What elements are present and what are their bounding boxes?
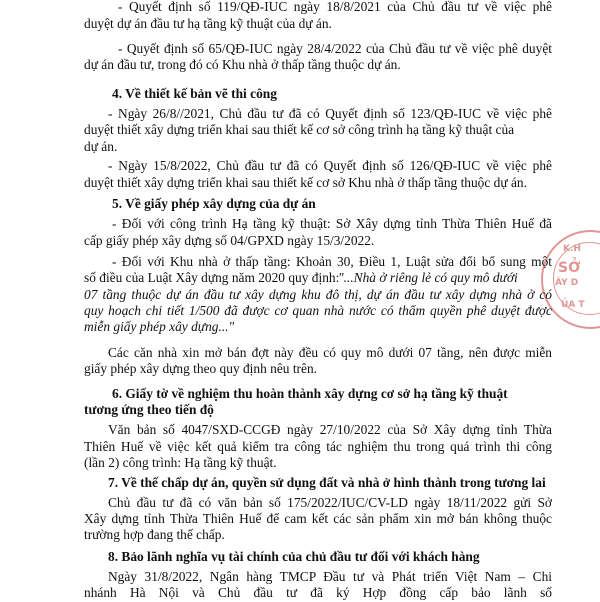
paragraph-line: cấp giấy phép xây dựng số 04/GPXD ngày 15/3/2022. (84, 233, 375, 248)
section-heading-8: 8. Bảo lãnh nghĩa vụ tài chính của chủ đầu tư đối với khách hàng (108, 549, 480, 564)
quote-line: quy hoạch chi tiết 1/500 đã được cơ quan nhà nước có thẩm quyền phê duyệt được (84, 303, 552, 318)
quote-line: "...Nhà ở riêng lẻ có quy mô dưới (338, 270, 518, 285)
paragraph-line: nhánh Hà Nội và Chủ đầu tư đã ký Hợp đồng cấp bảo lãnh số (84, 585, 552, 600)
paragraph-line: - Ngày 26/8//2021, Chủ đầu tư đã có Quyết định số 123/QĐ-IUC về việc phê (108, 106, 552, 121)
section-heading-7: 7. Về thế chấp dự án, quyền sử dụng đất và nhà ở hình thành trong tương lai (108, 475, 546, 490)
stamp-text-1: K.H (563, 244, 581, 254)
section-heading-5: 5. Về giấy phép xây dựng của dự án (112, 196, 316, 211)
paragraph-line: - Ngày 15/8/2022, Chủ đầu tư đã có Quyết định số 126/QĐ-IUC về việc phê (108, 158, 552, 173)
quote-line: 07 tầng thuộc dự án đầu tư xây dựng khu đô thị, dự án đầu tư xây dựng nhà ở có (84, 287, 552, 302)
paragraph-line: - Quyết định số 65/QĐ-IUC ngày 28/4/2022 của Chủ đầu tư về việc phê duyệt (118, 41, 552, 56)
paragraph-line: Các căn nhà xin mở bán đợt này đều có quy mô dưới 07 tầng, nên được miễn (108, 345, 552, 360)
paragraph-line: Xây dựng tỉnh Thừa Thiên Huế để cam kết các sản phẩm xin mở bán không thuộc (84, 511, 552, 526)
section-heading-4: 4. Về thiết kế bản vẽ thi công (112, 86, 277, 101)
paragraph-line: Văn bản số 4047/SXD-CCGĐ ngày 27/10/2022 của Sở Xây dựng tỉnh Thừa (108, 422, 552, 437)
stamp-text-2: SỞ (558, 260, 581, 276)
paragraph-line: Thiên Huế về việc kết quả kiểm tra công tác nghiệm thu trong quá trình thi công (84, 439, 552, 454)
paragraph-line: duyệt dự án đầu tư hạ tầng kỹ thuật của dự án. (84, 16, 332, 31)
paragraph-line: Ngày 31/8/2022, Ngân hàng TMCP Đầu tư và Phát triển Việt Nam – Chi (108, 569, 552, 584)
stamp-text-4: ỦA T (561, 300, 585, 310)
quote-line: miễn giấy phép xây dựng..." (84, 319, 235, 334)
paragraph-line: dự án. (84, 139, 118, 154)
paragraph-line: - Quyết định số 119/QĐ-IUC ngày 18/8/2021 của Chủ đầu tư về việc phê (118, 0, 552, 14)
paragraph-line: số điều của Luật Xây dựng năm 2020 quy định: (84, 270, 340, 285)
paragraph-line: trường hợp đang thế chấp. (84, 527, 225, 542)
section-heading-6: 6. Giấy tờ về nghiệm thu hoàn thành xây dựng cơ sở hạ tầng kỹ thuật (112, 386, 508, 401)
paragraph-line: (lần 2) công trình: Hạ tầng kỹ thuật. (84, 455, 277, 470)
paragraph-line: dự án đầu tư, trong đó có Khu nhà ở thấp tầng thuộc dự án. (84, 57, 401, 72)
section-heading-6-cont: tương ứng theo tiến độ (84, 402, 214, 417)
paragraph-line: duyệt thiết xây dựng triển khai sau thiết kế cơ sở Khu nhà ở thấp tầng thuộc dự án. (84, 175, 527, 190)
paragraph-line: - Đối với công trình Hạ tầng kỹ thuật: Sở Xây dựng tỉnh Thừa Thiên Huế đã (112, 216, 552, 231)
paragraph-line: giấy phép xây dựng theo quy định nêu trên. (84, 361, 317, 376)
paragraph-line: duyệt thiết xây dựng triển khai sau thiết kế cơ sở công trình hạ tầng kỹ thuật của (84, 122, 515, 137)
paragraph-line: - Đối với Khu nhà ở thấp tầng: Khoản 30, Điều 1, Luật sửa đổi bổ sung một (112, 254, 552, 269)
paragraph-line: Chủ đầu tư đã có văn bản số 175/2022/IUC/CV-LD ngày 18/11/2022 gửi Sở (108, 495, 552, 510)
stamp-text-3: ÂY D (555, 278, 579, 288)
